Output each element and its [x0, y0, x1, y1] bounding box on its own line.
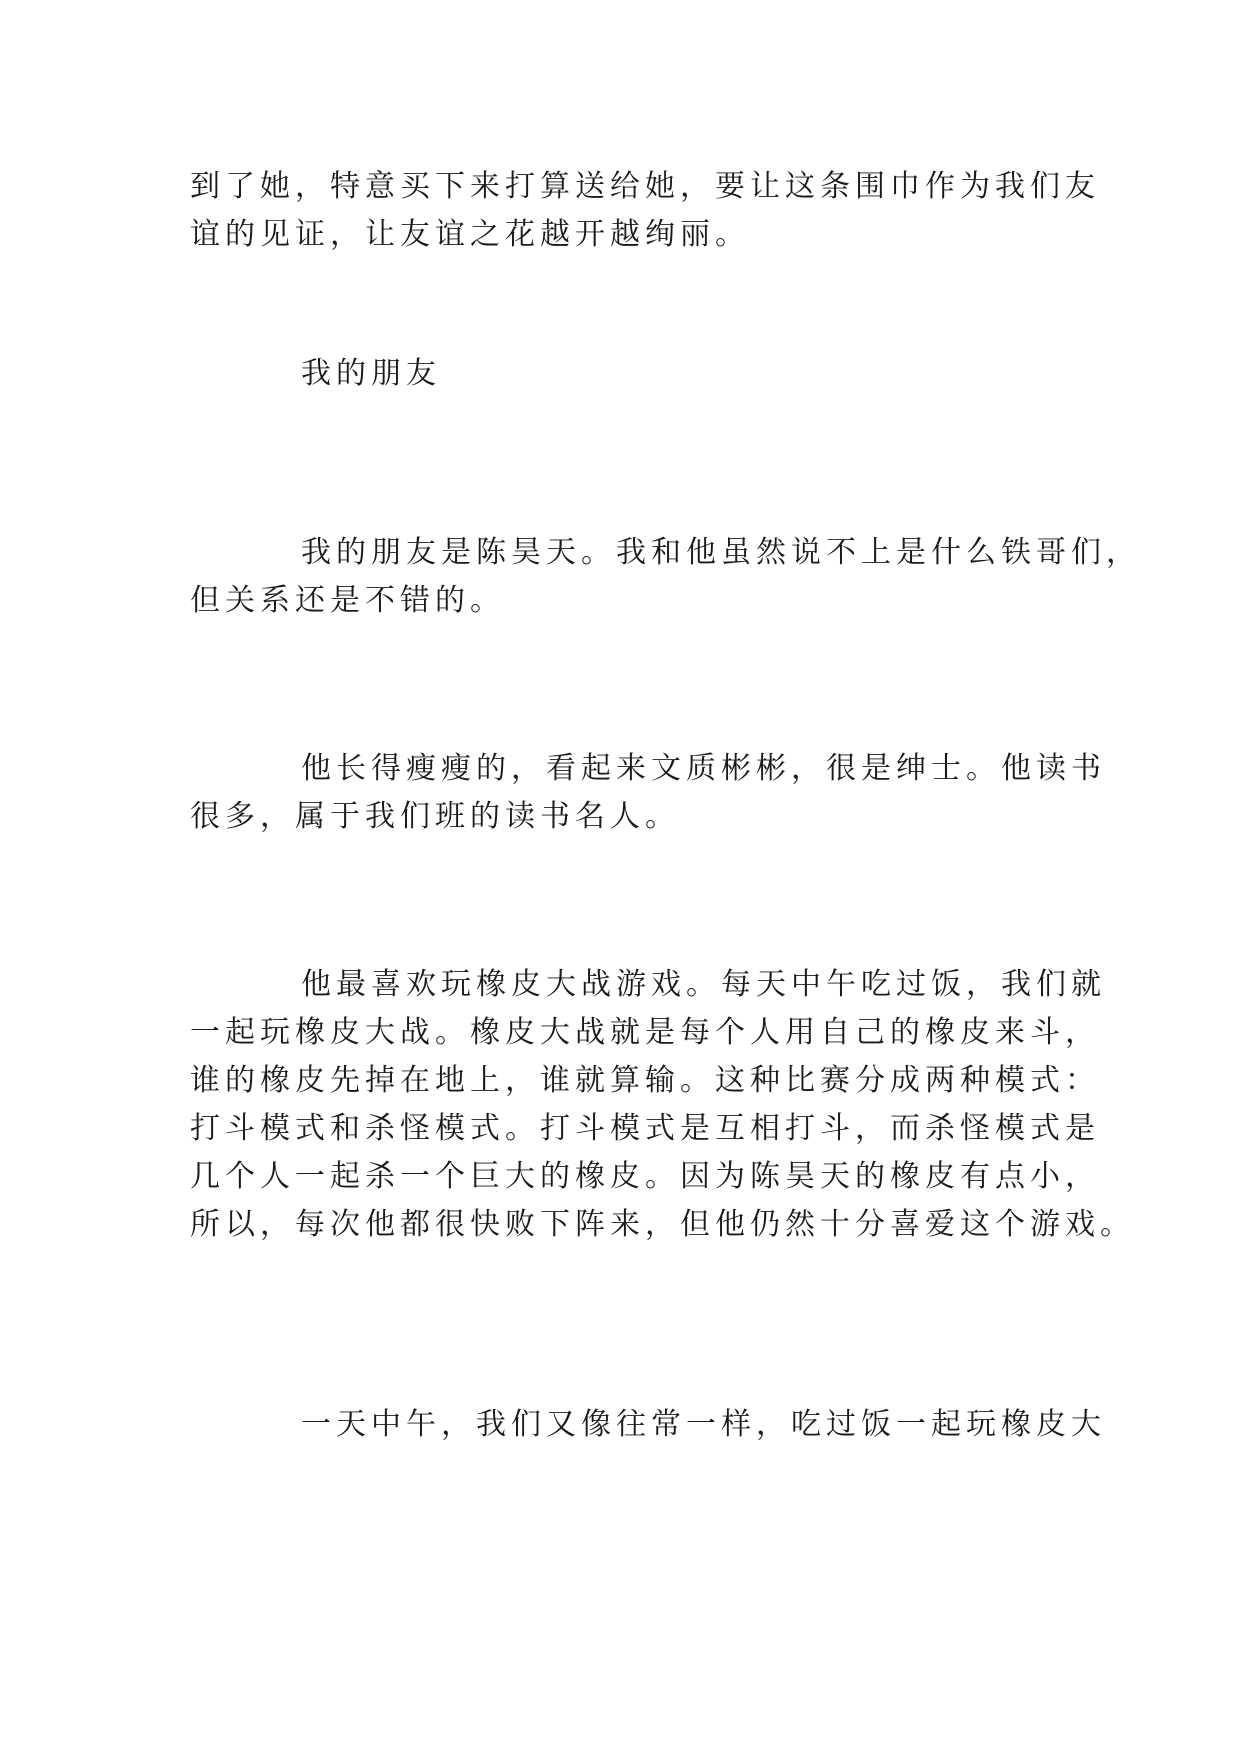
section-title [190, 350, 1050, 398]
text-line: 所以，每次他都很快败下阵来，但他仍然十分喜爱这个游戏。 [190, 1207, 1135, 1242]
text-line: 我的朋友是陈昊天。我和他虽然说不上是什么铁哥们， [301, 535, 1141, 570]
text-line: 到了她，特意买下来打算送给她，要让这条围巾作为我们友 [190, 169, 1100, 204]
text-line: 一起玩橡皮大战。橡皮大战就是每个人用自己的橡皮来斗， [190, 1015, 1100, 1050]
text-line: 但关系还是不错的。 [190, 583, 505, 618]
paragraph-eraser-game [190, 961, 1135, 1249]
paragraph-intro [190, 529, 1141, 625]
text-line: 他最喜欢玩橡皮大战游戏。每天中午吃过饭，我们就 [301, 967, 1106, 1002]
text-line: 很多，属于我们班的读书名人。 [190, 799, 680, 834]
text-line: 谁的橡皮先掉在地上，谁就算输。这种比赛分成两种模式： [190, 1063, 1100, 1098]
text-line: 谊的见证，让友谊之花越开越绚丽。 [190, 217, 750, 252]
text-line: 他长得瘦瘦的，看起来文质彬彬，很是绅士。他读书 [301, 751, 1106, 786]
text-line: 一天中午，我们又像往常一样，吃过饭一起玩橡皮大 [301, 1407, 1106, 1442]
text-line: 打斗模式和杀怪模式。打斗模式是互相打斗，而杀怪模式是 [190, 1111, 1100, 1146]
paragraph-continuation [190, 163, 1100, 259]
text-line: 几个人一起杀一个巨大的橡皮。因为陈昊天的橡皮有点小， [190, 1159, 1100, 1194]
title-line: 我的朋友 [301, 356, 441, 391]
paragraph-appearance [190, 745, 1106, 841]
paragraph-one-noon [190, 1401, 1106, 1449]
